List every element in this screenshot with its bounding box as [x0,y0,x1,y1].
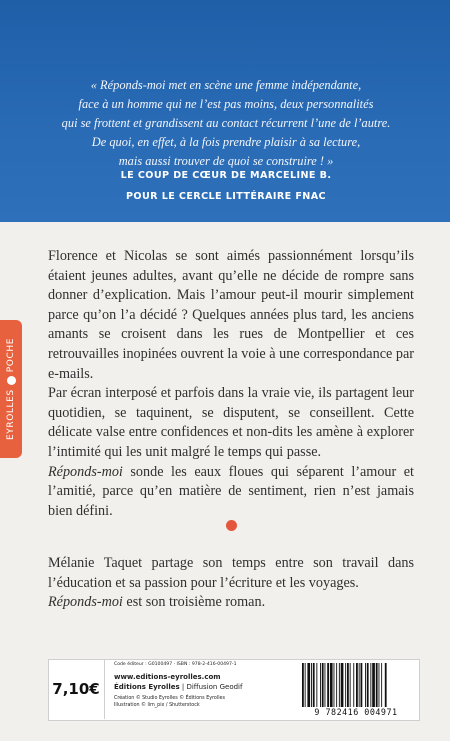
barcode-icon [300,663,412,707]
synopsis-paragraph-3-text: sonde les eaux floues qui séparent l’amour et l’amitié, parce qu’en matière de sentiment, rien n’est jamais bien défini. [48,463,414,519]
publisher-bold: Éditions Eyrolles [114,683,180,691]
bio-paragraph-2 [48,593,414,613]
credit-creation: Création © Studio Eyrolles © Éditions Eyrolles [114,696,225,701]
book-title: Réponds-moi [48,463,123,480]
separator-dot-icon [226,520,237,531]
publisher-line [114,682,294,692]
price: 7,10€ [48,659,105,719]
eyrolles-poche-label [6,338,16,440]
bio-paragraph-1: Mélanie Taquet partage son temps entre son travail dans l’éducation et sa passion pour l’écriture et les voyages. [48,555,414,591]
quote-credit [40,165,412,207]
isbn-digits: 9 782416 004971 [314,707,398,717]
author-bio [48,554,414,613]
synopsis-paragraph-3 [48,463,414,522]
credit-illustration: Illustration © lim_pix / Shutterstock [114,703,200,708]
website: www.editions-eyrolles.com [114,673,221,681]
synopsis-paragraph-2: Par écran interposé et parfois dans la vraie vie, ils partagent leur quotidien, se taquinent, se disputent, se conseillent. Cette délicate valse entre confidences et non-dits les amène à explorer l’intimité qui les unit malgré le temps qui passe. [48,385,414,460]
publisher-name: EYROLLES [6,389,16,440]
press-quote [40,76,412,171]
book-title: Réponds-moi [48,594,123,611]
distributor: | Diffusion Geodif [179,683,243,691]
quote-line: qui se frottent et grandissent au contact récurrent l’une de l’autre. [61,116,391,130]
codes-line: Code éditeur : G0100497 · ISBN : 978-2-416-00497-1 [114,662,237,667]
credit-line-2: POUR LE CERCLE LITTÉRAIRE FNAC [126,191,326,202]
credits [114,695,294,709]
bio-paragraph-2-text: est son troisième roman. [122,594,266,611]
synopsis [48,247,414,521]
collection-name: POCHE [6,338,16,373]
quote-line: De quoi, en effet, à la fois prendre plaisir à sa lecture, [91,135,361,149]
publisher-info [114,662,294,709]
quote-line: mais aussi trouver de quoi se construire ! » [118,154,334,168]
quote-line: « Réponds-moi met en scène une femme indépendante, [90,78,362,92]
credit-line-1: LE COUP DE CŒUR DE MARCELINE B. [120,170,332,181]
quote-line: face à un homme qui ne l’est pas moins, deux personnalités [78,97,374,111]
synopsis-paragraph-1: Florence et Nicolas se sont aimés passionnément lorsqu’ils étaient jeunes adultes, avant qu’elle ne décide de rompre sans donner d’explication. Mais l’amour peut-il mourir simplement parce qu’on l’a décidé ? Quelques années plus tard, les anciens amants se croisent dans les rues de Montpellier et ces retrouvailles inopinées ouvrent la voie à une correspondance par e-mails. [48,248,414,382]
dot-icon [7,376,16,385]
